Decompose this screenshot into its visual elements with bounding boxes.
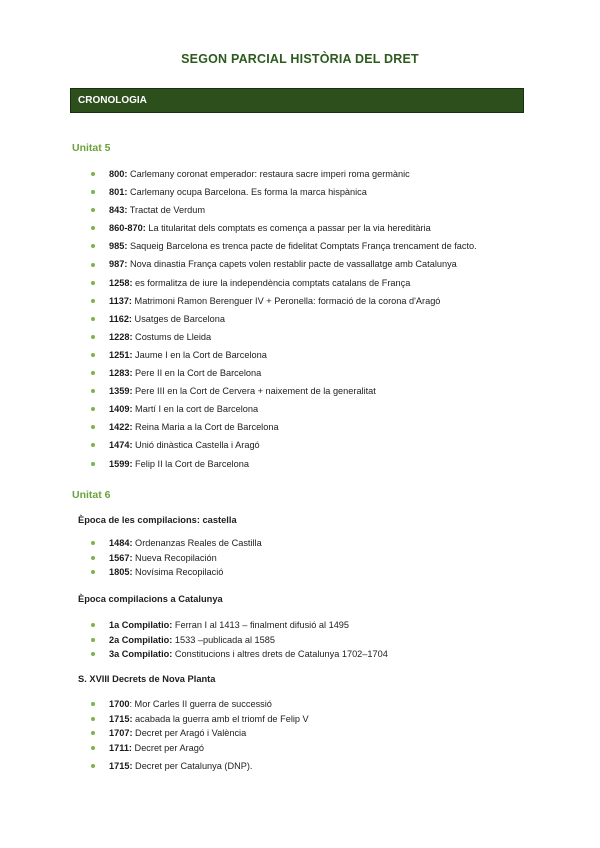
item-text: Unió dinàstica Castella i Aragó <box>132 440 260 451</box>
item-text: : Mor Carles II guerra de successió <box>129 699 272 709</box>
list-item <box>0 565 262 580</box>
list-item <box>0 292 477 310</box>
item-key: 1251: <box>109 349 133 360</box>
bullet-icon <box>91 425 95 429</box>
list-item <box>0 165 477 183</box>
item-key: 1a Compilatio: <box>109 620 173 630</box>
page-title: SEGON PARCIAL HISTÒRIA DEL DRET <box>181 52 419 66</box>
item-text: Usatges de Barcelona <box>132 313 225 324</box>
list-item <box>0 310 477 328</box>
list-item <box>0 418 477 436</box>
item-key: 1474: <box>109 440 133 451</box>
item-text: Novísima Recopilació <box>132 567 224 577</box>
list-item <box>0 726 309 741</box>
castella-heading: Època de les compilacions: castella <box>78 515 237 525</box>
item-key: 801: <box>109 187 128 198</box>
item-text: Martí I en la cort de Barcelona <box>132 404 259 415</box>
item-key: 1715: <box>109 713 133 724</box>
bullet-icon <box>91 263 95 267</box>
list-item <box>0 274 477 292</box>
item-text: acabada la guerra amb el triomf de Felip V <box>132 713 309 724</box>
list-item <box>0 633 388 648</box>
castella-list <box>0 536 262 580</box>
item-text: Felip II la Cort de Barcelona <box>132 458 249 469</box>
item-text: La titularitat dels comptats es comença a passar per la via hereditària <box>145 223 431 234</box>
bullet-icon <box>91 541 95 545</box>
item-key: 843: <box>109 205 128 216</box>
list-item <box>0 455 477 473</box>
item-key: 1283: <box>109 368 133 379</box>
bullet-icon <box>91 317 95 321</box>
item-key: 985: <box>109 241 128 252</box>
list-item <box>0 551 262 566</box>
bullet-icon <box>91 190 95 194</box>
catalunya-heading: Època compilacions a Catalunya <box>78 594 223 604</box>
catalunya-list <box>0 618 388 662</box>
item-text: Nueva Recopilación <box>132 552 217 563</box>
item-key: 1422: <box>109 422 133 433</box>
item-text: Costums de Lleida <box>132 331 212 342</box>
list-item <box>0 647 388 662</box>
list-item <box>0 219 477 237</box>
list-item <box>0 618 388 633</box>
nova-planta-heading: S. XVIII Decrets de Nova Planta <box>78 674 216 684</box>
item-key: 3a Compilatio: <box>109 649 173 659</box>
list-item <box>0 712 309 727</box>
item-text: Carlemany ocupa Barcelona. Es forma la marca hispànica <box>127 187 367 198</box>
item-key: 1409: <box>109 404 133 415</box>
list-item <box>0 697 309 712</box>
item-text: Pere III en la Cort de Cervera + naixement de la generalitat <box>132 386 376 397</box>
item-text: Carlemany coronat emperador: restaura sacre imperi roma germànic <box>127 169 410 179</box>
item-text: Pere II en la Cort de Barcelona <box>132 368 262 379</box>
bullet-icon <box>91 281 95 285</box>
item-key: 800: <box>109 169 128 179</box>
list-item <box>0 183 477 201</box>
bullet-icon <box>91 652 95 656</box>
section-banner: CRONOLOGIA <box>70 88 524 113</box>
bullet-icon <box>91 764 95 768</box>
item-text: 1533 –publicada al 1585 <box>172 634 275 645</box>
bullet-icon <box>91 335 95 339</box>
item-key: 1484: <box>109 538 133 548</box>
item-text: Constitucions i altres drets de Catalunya 1702–1704 <box>172 649 388 659</box>
item-text: Jaume I en la Cort de Barcelona <box>132 349 267 360</box>
bullet-icon <box>91 556 95 560</box>
list-item <box>0 255 477 273</box>
list-item <box>0 364 477 382</box>
item-key: 987: <box>109 259 128 270</box>
list-item <box>0 346 477 364</box>
item-text: Reina Maria a la Cort de Barcelona <box>132 422 279 433</box>
item-text: Ferran I al 1413 – finalment difusió al 1495 <box>172 620 350 630</box>
bullet-icon <box>91 570 95 574</box>
item-key: 1258: <box>109 277 133 288</box>
bullet-icon <box>91 407 95 411</box>
list-item <box>0 436 477 454</box>
item-key: 1137: <box>109 295 132 306</box>
bullet-icon <box>91 226 95 230</box>
item-key: 1228: <box>109 331 133 342</box>
unit-5-heading: Unitat 5 <box>72 142 111 154</box>
list-item <box>0 741 309 756</box>
item-key: 1805: <box>109 567 133 577</box>
item-text: Decret per Catalunya (DNP). <box>132 761 253 771</box>
bullet-icon <box>91 208 95 212</box>
bullet-icon <box>91 353 95 357</box>
bullet-icon <box>91 746 95 750</box>
list-item <box>0 382 477 400</box>
bullet-icon <box>91 702 95 706</box>
bullet-icon <box>91 462 95 466</box>
unit-5-list <box>0 165 477 473</box>
item-text: Decret per Aragó i València <box>132 728 247 738</box>
item-key: 1711: <box>109 742 132 753</box>
bullet-icon <box>91 371 95 375</box>
list-item <box>0 536 262 551</box>
bullet-icon <box>91 731 95 735</box>
bullet-icon <box>91 638 95 642</box>
item-text: Decret per Aragó <box>132 742 205 753</box>
item-text: Saqueig Barcelona es trenca pacte de fidelitat Comptats França trencament de facto. <box>127 241 477 252</box>
item-text: Ordenanzas Reales de Castilla <box>132 538 262 548</box>
item-key: 1715: <box>109 761 133 771</box>
list-item <box>0 328 477 346</box>
nova-planta-list <box>0 697 309 774</box>
item-key: 1599: <box>109 458 133 469</box>
item-key: 860-870: <box>109 223 146 234</box>
bullet-icon <box>91 623 95 627</box>
bullet-icon <box>91 299 95 303</box>
list-item <box>0 759 309 774</box>
item-key: 2a Compilatio: <box>109 634 173 645</box>
list-item <box>0 400 477 418</box>
bullet-icon <box>91 443 95 447</box>
item-text: es formalitza de iure la independència comptats catalans de França <box>132 277 411 288</box>
list-item <box>0 237 477 255</box>
list-item <box>0 201 477 219</box>
item-key: 1359: <box>109 386 133 397</box>
item-key: 1162: <box>109 313 132 324</box>
unit-6-heading: Unitat 6 <box>72 489 111 501</box>
item-key: 1707: <box>109 728 133 738</box>
item-text: Matrimoni Ramon Berenguer IV + Peronella: formació de la corona d'Aragó <box>132 295 441 306</box>
item-text: Tractat de Verdum <box>127 205 206 216</box>
bullet-icon <box>91 389 95 393</box>
item-text: Nova dinastia França capets volen restablir pacte de vassallatge amb Catalunya <box>127 259 457 270</box>
item-key: 1567: <box>109 552 133 563</box>
bullet-icon <box>91 244 95 248</box>
bullet-icon <box>91 172 95 176</box>
item-key: 1700 <box>109 699 130 709</box>
bullet-icon <box>91 717 95 721</box>
